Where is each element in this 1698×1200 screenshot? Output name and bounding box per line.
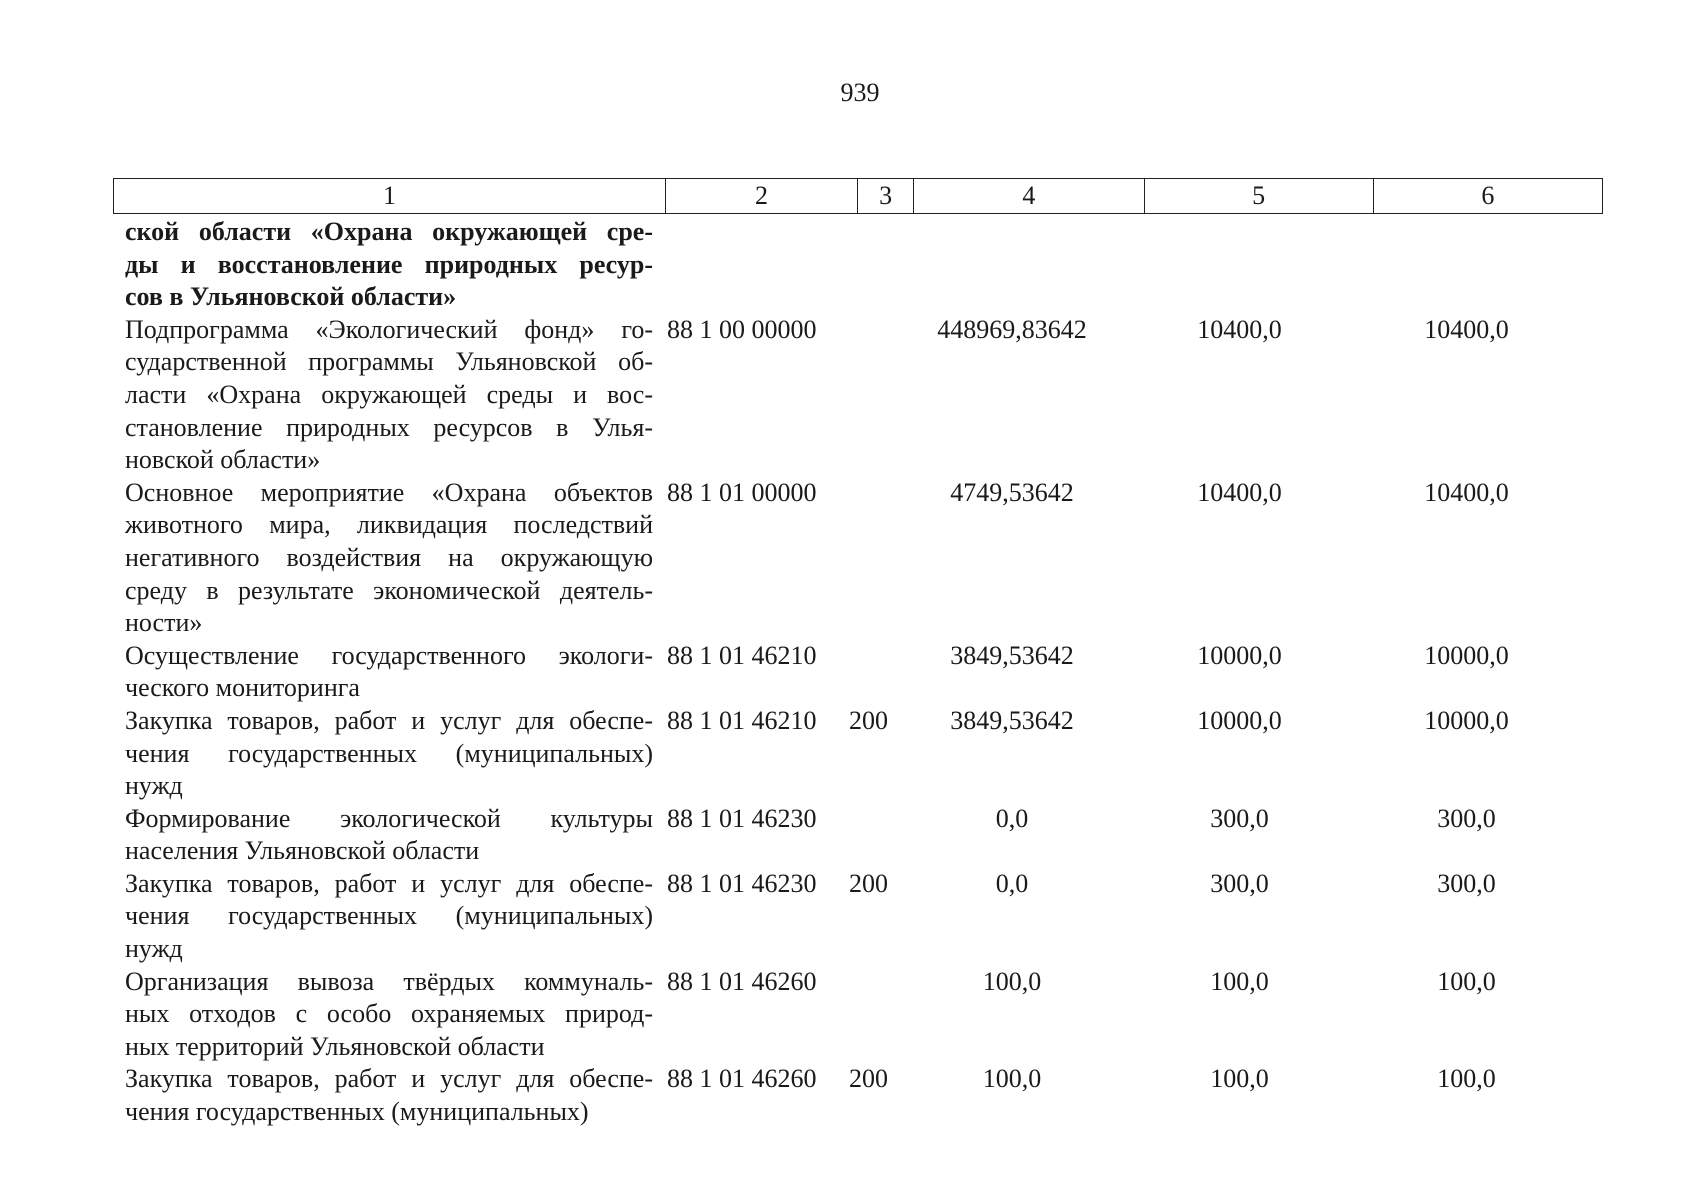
amount-col-5: 300,0	[1210, 868, 1269, 898]
description-line: ческого мониторинга	[125, 673, 360, 703]
row-description	[113, 868, 653, 966]
amount-col-4: 0,0	[995, 803, 1029, 833]
column-header-4: 4	[914, 179, 1144, 214]
description-line: населения Ульяновской области	[125, 836, 480, 866]
amount-col-5: 10400,0	[1197, 314, 1282, 344]
amount-col-6: 300,0	[1437, 803, 1496, 833]
amount-col-6: 100,0	[1437, 966, 1496, 996]
amount-col-5: 100,0	[1210, 966, 1269, 996]
description-line: ности»	[125, 608, 203, 638]
target-code: 88 1 01 46210	[667, 640, 817, 670]
table-row	[113, 1063, 1603, 1128]
description-line: чения государственных (муниципальных)	[125, 901, 653, 931]
table-row	[113, 314, 1603, 477]
amount-col-5: 300,0	[1210, 803, 1269, 833]
amount-col-5: 10000,0	[1197, 640, 1282, 670]
amount-col-4: 4749,53642	[950, 477, 1074, 507]
row-description	[113, 1063, 653, 1128]
amount-col-6: 10400,0	[1424, 314, 1509, 344]
description-line: Закупка товаров, работ и услуг для обеспе-	[125, 705, 653, 735]
amount-col-5: 10400,0	[1197, 477, 1282, 507]
description-line: становление природных ресурсов в Улья-	[125, 412, 653, 442]
table-row	[113, 705, 1603, 803]
expense-type: 200	[849, 705, 888, 735]
expense-type: 200	[849, 1064, 888, 1094]
description-line: новской области»	[125, 445, 321, 475]
description-line: ской области «Охрана окружающей сре-	[125, 217, 653, 246]
row-description	[113, 705, 653, 803]
column-header-6: 6	[1373, 179, 1602, 214]
column-header-2: 2	[665, 179, 857, 214]
row-description	[113, 477, 653, 640]
row-description	[113, 640, 653, 705]
table-row	[113, 640, 1603, 705]
amount-col-4: 0,0	[995, 868, 1029, 898]
description-line: среду в результате экономической деятель-	[125, 575, 653, 605]
table-row	[113, 868, 1603, 966]
description-line: ных территорий Ульяновской области	[125, 1031, 545, 1061]
amount-col-4: 3849,53642	[950, 640, 1074, 670]
target-code: 88 1 01 46230	[667, 868, 817, 898]
target-code: 88 1 01 46260	[667, 1064, 817, 1094]
description-line: Основное мероприятие «Охрана объектов	[125, 477, 653, 507]
column-header-5: 5	[1144, 179, 1373, 214]
row-description	[113, 803, 653, 868]
description-line: сударственной программы Ульяновской об-	[125, 347, 653, 377]
amount-col-6: 10000,0	[1424, 705, 1509, 735]
description-line: Формирование экологической культуры	[125, 803, 653, 833]
row-description	[113, 314, 653, 477]
table-row	[113, 966, 1603, 1064]
table-row	[113, 803, 1603, 868]
amount-col-4: 448969,83642	[937, 314, 1087, 344]
description-line: нужд	[125, 771, 183, 801]
column-header-1: 1	[114, 179, 666, 214]
description-line: чения государственных (муниципальных)	[125, 1097, 589, 1127]
amount-col-4: 100,0	[982, 1064, 1042, 1094]
table-row	[113, 477, 1603, 640]
amount-col-6: 300,0	[1437, 868, 1496, 898]
description-line: нужд	[125, 934, 183, 964]
row-description	[113, 216, 653, 314]
amount-col-4: 3849,53642	[950, 705, 1074, 735]
amount-col-5: 100,0	[1210, 1064, 1269, 1094]
table-body	[113, 216, 1603, 1129]
description-line: Закупка товаров, работ и услуг для обеспе-	[125, 868, 653, 898]
amount-col-6: 10000,0	[1424, 640, 1509, 670]
amount-col-6: 10400,0	[1424, 477, 1509, 507]
target-code: 88 1 01 46260	[667, 966, 817, 996]
description-line: Организация вывоза твёрдых коммуналь-	[125, 966, 653, 996]
description-line: Закупка товаров, работ и услуг для обеспе-	[125, 1064, 653, 1094]
description-line: ды и восстановление природных ресур-	[125, 249, 653, 279]
description-line: негативного воздействия на окружающую	[125, 542, 653, 572]
table-row	[113, 216, 1603, 314]
description-line: ных отходов с особо охраняемых природ-	[125, 999, 653, 1029]
description-line: Осуществление государственного экологи-	[125, 640, 653, 670]
amount-col-4: 100,0	[982, 966, 1042, 996]
target-code: 88 1 01 00000	[667, 477, 817, 507]
expense-type: 200	[849, 868, 888, 898]
target-code: 88 1 00 00000	[667, 314, 817, 344]
description-line: ласти «Охрана окружающей среды и вос-	[125, 379, 653, 409]
row-description	[113, 966, 653, 1064]
table-header	[113, 178, 1603, 214]
amount-col-6: 100,0	[1437, 1064, 1496, 1094]
description-line: животного мира, ликвидация последствий	[125, 510, 653, 540]
description-line: чения государственных (муниципальных)	[125, 738, 653, 768]
target-code: 88 1 01 46210	[667, 705, 817, 735]
amount-col-5: 10000,0	[1197, 705, 1282, 735]
description-line: сов в Ульяновской области»	[125, 282, 457, 312]
page-number: 939	[840, 78, 880, 107]
column-header-3: 3	[857, 179, 913, 214]
target-code: 88 1 01 46230	[667, 803, 817, 833]
description-line: Подпрограмма «Экологический фонд» го-	[125, 314, 653, 344]
